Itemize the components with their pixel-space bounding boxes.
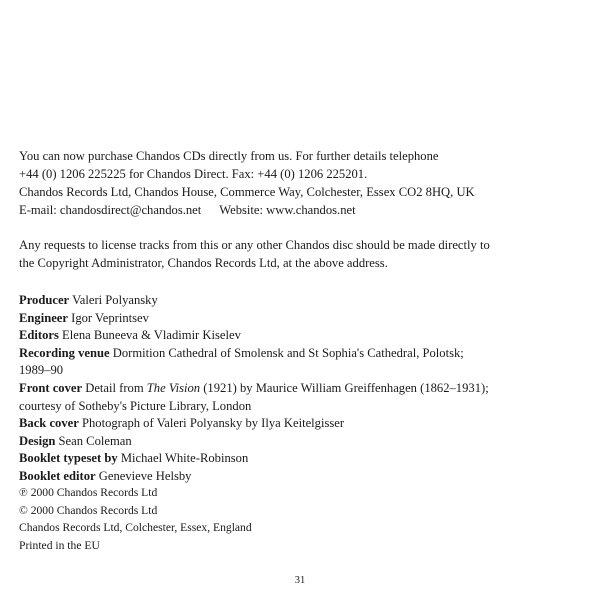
purchase-line-3: Chandos Records Ltd, Chandos House, Commerce Way, Colchester, Essex CO2 8HQ, UK: [19, 185, 475, 199]
credit-design: [19, 433, 589, 451]
engineer-label: Engineer: [19, 310, 68, 325]
typeset-label: Booklet typeset by: [19, 451, 118, 466]
editors-label: Editors: [19, 328, 59, 343]
purchase-line-2: +44 (0) 1206 225225 for Chandos Direct. Fax: +44 (0) 1206 225201.: [19, 167, 368, 181]
page-number: 31: [294, 575, 306, 586]
license-line-2: the Copyright Administrator, Chandos Records Ltd, at the above address.: [19, 256, 388, 270]
credit-booklet-editor: [19, 468, 589, 486]
design-label: Design: [19, 433, 56, 448]
credit-venue: [19, 345, 589, 363]
front-cover-label: Front cover: [19, 380, 83, 395]
front-cover-line-2: courtesy of Sotheby's Picture Library, London: [19, 398, 252, 413]
venue-years: 1989–90: [19, 363, 64, 378]
producer-label: Producer: [19, 293, 70, 307]
design-value: Sean Coleman: [58, 433, 132, 448]
printed-line: Printed in the EU: [19, 538, 100, 552]
back-cover-label: Back cover: [19, 416, 79, 431]
license-info: [19, 236, 589, 272]
venue-label: Recording venue: [19, 345, 110, 360]
front-cover-title: The Vision: [146, 380, 201, 395]
engineer-value: Igor Veprintsev: [71, 310, 149, 325]
purchase-info: [19, 147, 589, 219]
copyright-line: © 2000 Chandos Records Ltd: [19, 503, 158, 517]
address-line: Chandos Records Ltd, Colchester, Essex, England: [19, 521, 252, 535]
credit-producer: [19, 292, 589, 310]
back-cover-value: Photograph of Valeri Polyansky by Ilya Keitelgisser: [81, 416, 345, 431]
credits: [19, 292, 589, 486]
venue-value: Dormition Cathedral of Smolensk and St Sophia's Cathedral, Polotsk;: [112, 345, 464, 360]
license-line-1: Any requests to license tracks from this or any other Chandos disc should be made directly to: [19, 238, 490, 252]
credit-editors: [19, 327, 589, 345]
purchase-line-1: You can now purchase Chandos CDs directly from us. For further details telephone: [19, 149, 439, 163]
booklet-editor-label: Booklet editor: [19, 468, 96, 483]
editors-value: Elena Buneeva & Vladimir Kiselev: [62, 328, 241, 343]
typeset-value: Michael White-Robinson: [120, 451, 249, 466]
front-cover-post: (1921) by Maurice William Greiffenhagen (1862–1931);: [203, 380, 489, 395]
credit-typeset: [19, 450, 589, 468]
credit-front-cover: [19, 380, 589, 398]
front-cover-pre: Detail from: [85, 380, 144, 395]
phonogram-line: ℗ 2000 Chandos Records Ltd: [19, 486, 158, 499]
credit-engineer: [19, 310, 589, 328]
website-text: Website: www.chandos.net: [219, 203, 356, 217]
producer-value: Valeri Polyansky: [72, 293, 158, 307]
booklet-editor-value: Genevieve Helsby: [98, 468, 192, 483]
contact-line: [19, 201, 589, 219]
copyright-block: [19, 484, 589, 554]
credit-back-cover: [19, 415, 589, 433]
email-text: E-mail: chandosdirect@chandos.net: [19, 203, 202, 217]
